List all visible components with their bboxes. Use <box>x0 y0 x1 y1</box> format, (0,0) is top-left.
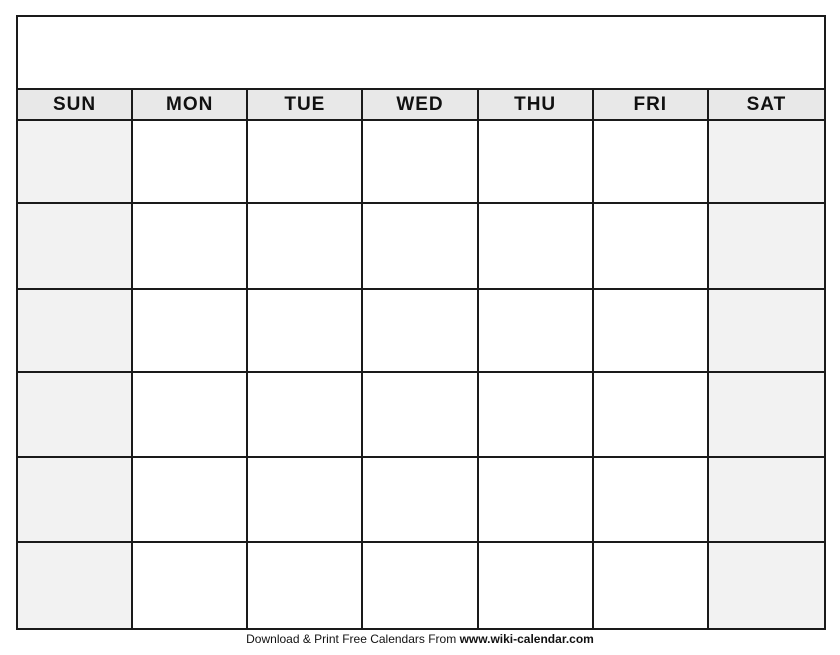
day-cell <box>133 204 248 290</box>
day-cell <box>363 290 478 373</box>
day-cell <box>248 458 363 543</box>
day-cell <box>18 204 133 290</box>
calendar-page <box>16 15 826 630</box>
footer-credit <box>0 632 840 646</box>
day-cell <box>248 290 363 373</box>
weekday-header-row <box>18 90 824 121</box>
day-cell <box>133 121 248 204</box>
day-cell <box>709 204 824 290</box>
day-cell <box>363 204 478 290</box>
day-cell <box>133 458 248 543</box>
weekday-sat: SAT <box>709 90 824 119</box>
weekday-sun: SUN <box>18 90 133 119</box>
day-cell <box>133 543 248 628</box>
day-cell <box>18 373 133 458</box>
month-title-box <box>18 17 824 90</box>
day-cell <box>709 373 824 458</box>
day-cell <box>594 204 709 290</box>
weekday-fri: FRI <box>594 90 709 119</box>
day-cell <box>709 458 824 543</box>
day-cell <box>594 373 709 458</box>
day-cell <box>594 290 709 373</box>
footer-text: Download & Print Free Calendars From <box>246 632 460 646</box>
day-cell <box>363 543 478 628</box>
day-cell <box>363 373 478 458</box>
footer-site-link[interactable]: www.wiki-calendar.com <box>459 632 594 646</box>
day-grid <box>18 121 824 628</box>
day-cell <box>594 121 709 204</box>
day-cell <box>363 458 478 543</box>
day-cell <box>248 373 363 458</box>
day-cell <box>248 121 363 204</box>
day-cell <box>709 290 824 373</box>
day-cell <box>18 121 133 204</box>
day-cell <box>594 543 709 628</box>
weekday-mon: MON <box>133 90 248 119</box>
day-cell <box>133 373 248 458</box>
day-cell <box>133 290 248 373</box>
day-cell <box>709 543 824 628</box>
day-cell <box>18 290 133 373</box>
day-cell <box>18 458 133 543</box>
weekday-thu: THU <box>479 90 594 119</box>
day-cell <box>479 458 594 543</box>
day-cell <box>479 373 594 458</box>
day-cell <box>248 543 363 628</box>
day-cell <box>594 458 709 543</box>
day-cell <box>363 121 478 204</box>
day-cell <box>479 121 594 204</box>
day-cell <box>479 543 594 628</box>
day-cell <box>479 290 594 373</box>
day-cell <box>479 204 594 290</box>
day-cell <box>18 543 133 628</box>
day-cell <box>248 204 363 290</box>
day-cell <box>709 121 824 204</box>
weekday-tue: TUE <box>248 90 363 119</box>
weekday-wed: WED <box>363 90 478 119</box>
